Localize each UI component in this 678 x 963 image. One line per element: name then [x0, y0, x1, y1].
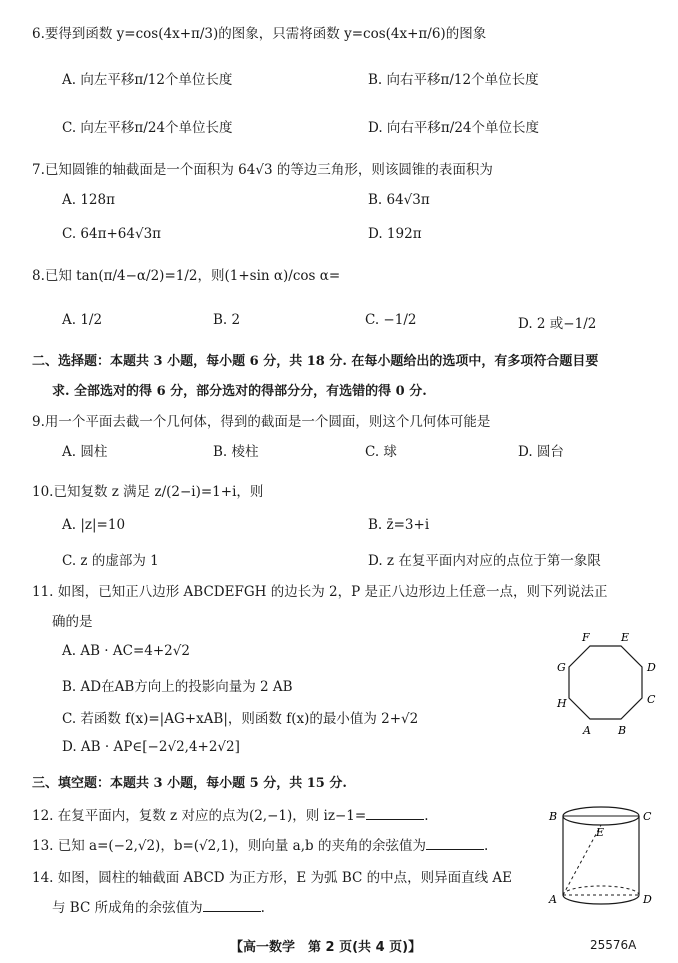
cylinder-label-d: D	[643, 893, 652, 906]
q8-option-b: B. 2	[213, 312, 241, 328]
octagon-label-a: A	[583, 724, 591, 737]
cylinder-label-c: C	[643, 810, 652, 823]
octagon-label-f: F	[582, 631, 590, 644]
q8-option-d: D. 2 或−1/2	[518, 316, 597, 332]
q10-stem: 10.已知复数 z 满足 z/(2−i)=1+i，则	[32, 484, 264, 500]
q13-stem: 13. 已知 a=(−2,√2)，b=(√2,1)，则向量 a,b 的夹角的余弦值为	[32, 838, 426, 854]
q8-option-c: C. −1/2	[365, 312, 417, 328]
page-footer: 【高一数学 第 2 页(共 4 页)】	[230, 940, 422, 955]
octagon-shape	[569, 646, 642, 719]
octagon-label-h: H	[557, 697, 567, 710]
q12-end: .	[424, 808, 429, 824]
q13-line	[32, 834, 488, 854]
q11-stem: 11. 如图，已知正八边形 ABCDEFGH 的边长为 2，P 是正八边形边上任意一点，则下列说法正	[32, 584, 608, 600]
q9-option-b: B. 棱柱	[213, 444, 259, 460]
q14-end: .	[260, 900, 265, 916]
section3-heading: 三、填空题：本题共 3 小题，每小题 5 分，共 15 分.	[32, 776, 347, 791]
q14-stem: 14. 如图，圆柱的轴截面 ABCD 为正方形，E 为弧 BC 的中点，则异面直线 AE	[32, 870, 513, 886]
octagon-label-e: E	[621, 631, 630, 644]
q11-option-b: B. AD在AB方向上的投影向量为 2 AB	[62, 679, 293, 695]
octagon-label-c: C	[647, 693, 656, 706]
q14-answer-blank[interactable]	[203, 899, 261, 912]
q14-line2	[52, 896, 265, 916]
q6-stem: 6.要得到函数 y=cos(4x+π/3)的图象，只需将函数 y=cos(4x+π/6)的图象	[32, 26, 487, 42]
q10-option-a: A. |z|=10	[62, 517, 126, 533]
octagon-figure	[548, 630, 666, 740]
q11-option-c: C. 若函数 f(x)=|AG+xAB|，则函数 f(x)的最小值为 2+√2	[62, 711, 419, 727]
q8-option-a: A. 1/2	[62, 312, 103, 328]
q10-option-c: C. z 的虚部为 1	[62, 553, 159, 569]
q12-answer-blank[interactable]	[366, 807, 424, 820]
q7-option-d: D. 192π	[368, 226, 422, 242]
cylinder-bottom-back-arc	[563, 886, 639, 895]
cylinder-label-a: A	[549, 893, 557, 906]
q6-option-b: B. 向右平移π/12个单位长度	[368, 72, 539, 88]
q13-end: .	[483, 838, 489, 854]
q11-option-a: A. AB · AC=4+2√2	[62, 643, 190, 659]
q12-line	[32, 804, 429, 824]
q8-stem: 8.已知 tan(π/4−α/2)=1/2，则(1+sin α)/cos α=	[32, 268, 341, 284]
q9-option-a: A. 圆柱	[62, 444, 108, 460]
section2-heading-cont: 求. 全部选对的得 6 分，部分选对的得部分分，有选错的得 0 分.	[52, 384, 427, 399]
q6-option-a: A. 向左平移π/12个单位长度	[62, 72, 233, 88]
q14-stem-cont: 与 BC 所成角的余弦值为	[52, 900, 203, 916]
cylinder-bottom-front-arc	[563, 895, 639, 904]
q13-answer-blank[interactable]	[426, 837, 484, 850]
q7-stem: 7.已知圆锥的轴截面是一个面积为 64√3 的等边三角形，则该圆锥的表面积为	[32, 162, 493, 178]
exam-code: 25576A	[590, 938, 637, 952]
section2-heading: 二、选择题：本题共 3 小题，每小题 6 分，共 18 分. 在每小题给出的选项中，有多项符合题目要	[32, 354, 599, 369]
q12-stem: 12. 在复平面内，复数 z 对应的点为(2,−1)，则 iz−1=	[32, 808, 367, 824]
cylinder-label-e: E	[596, 826, 605, 839]
q9-option-c: C. 球	[365, 444, 397, 460]
octagon-label-g: G	[557, 661, 566, 674]
cylinder-figure	[540, 800, 658, 908]
q9-stem: 9.用一个平面去截一个几何体，得到的截面是一个圆面，则这个几何体可能是	[32, 414, 491, 430]
q6-option-c: C. 向左平移π/24个单位长度	[62, 120, 233, 136]
octagon-label-d: D	[647, 661, 656, 674]
q7-option-a: A. 128π	[62, 192, 115, 208]
q11-stem-cont: 确的是	[52, 614, 93, 630]
cylinder-label-b: B	[549, 810, 558, 823]
q7-option-c: C. 64π+64√3π	[62, 226, 162, 242]
q10-option-d: D. z 在复平面内对应的点位于第一象限	[368, 553, 601, 569]
q7-option-b: B. 64√3π	[368, 192, 430, 208]
octagon-label-b: B	[618, 724, 627, 737]
q11-option-d: D. AB · AP∈[−2√2,4+2√2]	[62, 739, 240, 755]
q10-option-b: B. z̄=3+i	[368, 517, 430, 533]
q9-option-d: D. 圆台	[518, 444, 564, 460]
q6-option-d: D. 向右平移π/24个单位长度	[368, 120, 540, 136]
